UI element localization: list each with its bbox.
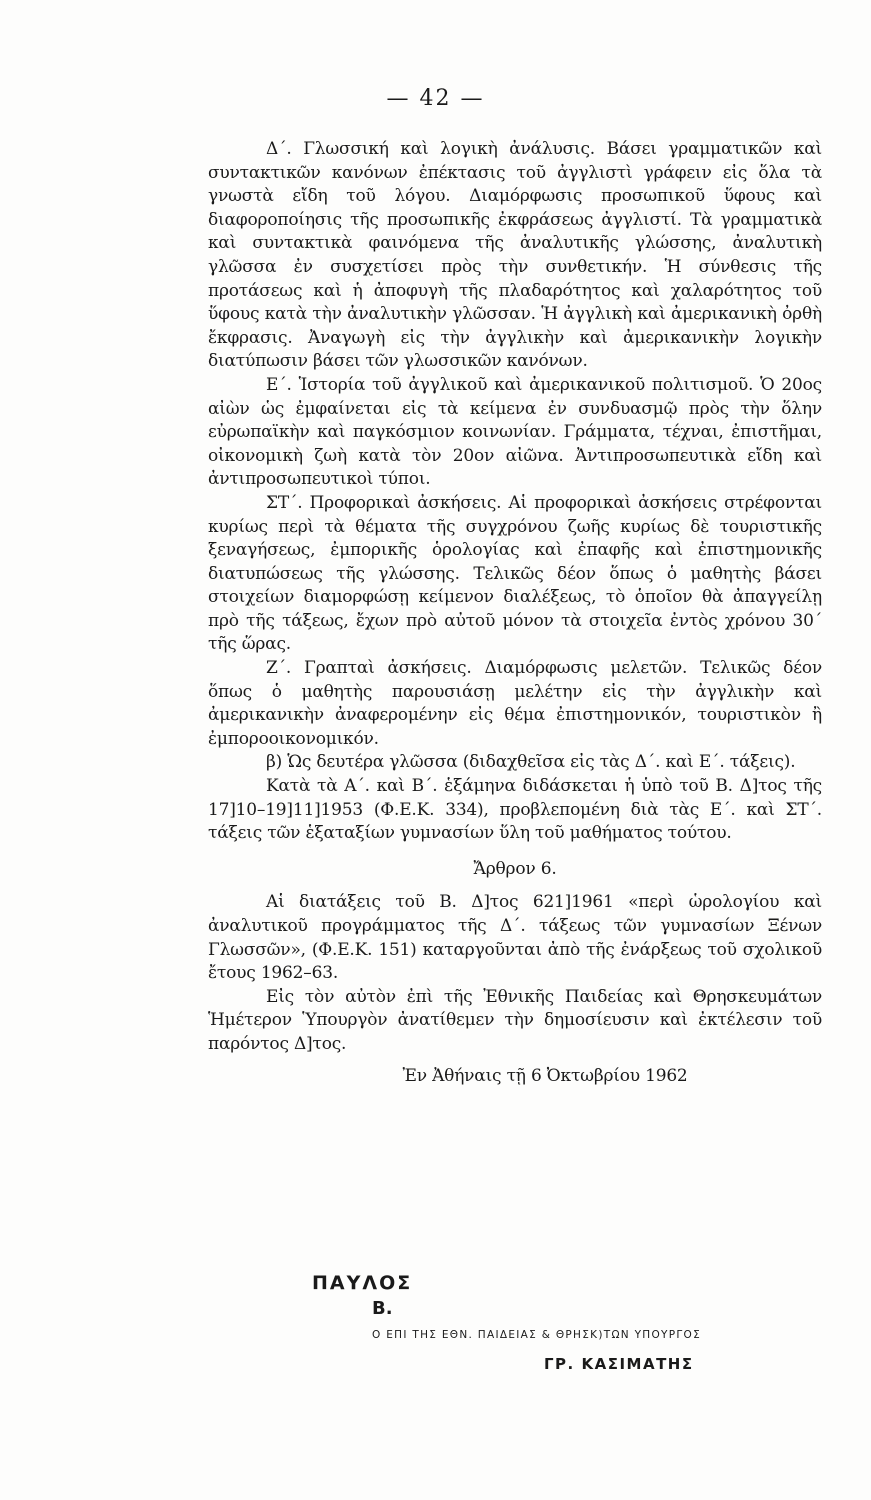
paragraph-epsilon: Ε΄. Ἱστορία τοῦ ἀγγλικοῦ καὶ ἀμερικανικοῦ πολιτισμοῦ. Ὁ 20ος αἰὼν ὡς ἐμφαίνεται εἰς τὰ κείμενα ἐν συνδυασμῷ πρὸς τὴν ὅλην εὐρωπαϊκὴν καὶ παγκόσμιον κοινωνίαν. Γράμματα, τέχναι, ἐπιστῆμαι, οἰκονομικὴ ζωὴ κατὰ τὸν 20ον αἰῶνα. Ἀντιπροσωπευτικὰ εἴδη καὶ ἀντιπροσωπευτικοὶ τύποι.	[208, 374, 822, 490]
minister-title: Ο ΕΠΙ ΤΗΣ ΕΘΝ. ΠΑΙΔΕΙΑΣ & ΘΡΗΣΚ)ΤΩΝ ΥΠΟΥΡΓΟΣ	[372, 1329, 702, 1341]
paragraph-beta: β) Ὡς δευτέρα γλῶσσα (διδαχθεῖσα εἰς τὰς Δ΄. καὶ Ε΄. τάξεις).	[266, 752, 796, 773]
paragraph-delta: Δ΄. Γλωσσική καὶ λογικὴ ἀνάλυσις. Βάσει γραμματικῶν καὶ συντακτικῶν κανόνων ἐπέκτασις τοῦ ἀγγλιστὶ γράφειν εἰς ὅλα τὰ γνωστὰ εἴδη τοῦ λόγου. Διαμόρφωσις προσωπικοῦ ὕφους καὶ διαφοροποίησις τῆς προσωπικῆς ἐκφράσεως ἀγγλιστί. Τὰ γραμματικὰ καὶ συντακτικὰ φαινόμενα τῆς ἀναλυτικῆς γλώσσης, ἀναλυτικὴ γλῶσσα ἐν συσχετίσει πρὸς τὴν συνθετικήν. Ἡ σύνθεσις τῆς προτάσεως καὶ ἡ ἀποφυγὴ τῆς πλαδαρότητος καὶ χαλαρότητος τοῦ ὕφους κατὰ τὴν ἀναλυτικὴν γλῶσσαν. Ἡ ἀγγλικὴ καὶ ἀμερικανικὴ ὀρθὴ ἔκφρασις. Ἀναγωγὴ εἰς τὴν ἀγγλικὴν καὶ ἀμερικανικὴν λογικὴν διατύπωσιν βάσει τῶν γλωσσικῶν κανόνων.	[208, 139, 822, 372]
body-text	[208, 138, 822, 1088]
signature-block	[308, 1272, 828, 1373]
minister-name: ΓΡ. ΚΑΣΙΜΑΤΗΣ	[544, 1355, 694, 1373]
paragraph-zeta: Ζ΄. Γραπταὶ ἀσκήσεις. Διαμόρφωσις μελετῶν. Τελικῶς δέον ὅπως ὁ μαθητὴς παρουσιάσῃ μελέτην εἰς τὴν ἀγγλικὴν καὶ ἀμερικανικὴν ἀναφερομένην εἰς θέμα ἐπιστημονικόν, τουριστικὸν ἢ ἐμποροοικονομικόν.	[208, 658, 822, 749]
date-line: Ἐν Ἀθήναις τῇ 6 Ὀκτωβρίου 1962	[402, 1065, 688, 1086]
paragraph-article-text: Αἱ διατάξεις τοῦ Β. Δ]τος 621]1961 «περὶ ὡρολογίου καὶ ἀναλυτικοῦ προγράμματος τῆς Δ΄. τάξεως τῶν γυμνασίων Ξένων Γλωσσῶν», (Φ.Ε.Κ. 151) καταργοῦνται ἀπὸ τῆς ἐνάρξεως τοῦ σχολικοῦ ἔτους 1962–63.	[208, 892, 822, 984]
signature-name: ΠΑΥΛΟΣ	[312, 1272, 413, 1294]
signature-initial: Β.	[372, 1298, 393, 1319]
paragraph-semester: Κατὰ τὰ Α΄. καὶ Β΄. ἑξάμηνα διδάσκεται ἡ ὑπὸ τοῦ Β. Δ]τος τῆς 17]10–19]11]1953 (Φ.Ε.Κ. 334), προβλεπομένη διὰ τὰς Ε΄. καὶ ΣΤ΄. τάξεις τῶν ἑξαταξίων γυμνασίων ὕλη τοῦ μαθήματος τούτου.	[208, 776, 822, 844]
paragraph-closing: Εἰς τὸν αὐτὸν ἐπὶ τῆς Ἐθνικῆς Παιδείας καὶ Θρησκευμάτων Ἡμέτερον Ὑπουργὸν ἀνατίθεμεν τὴν δημοσίευσιν καὶ ἐκτέλεσιν τοῦ παρόντος Δ]τος.	[208, 986, 822, 1054]
page-number: — 42 —	[386, 86, 485, 111]
paragraph-stigma: ΣΤ΄. Προφορικαὶ ἀσκήσεις. Αἱ προφορικαὶ ἀσκήσεις στρέφονται κυρίως περὶ τὰ θέματα τῆς συγχρόνου ζωῆς κυρίως δὲ τουριστικῆς ξεναγήσεως, ἐμπορικῆς ὁρολογίας καὶ ἐπαφῆς καὶ ἐπιστημονικῆς διατυπώσεως τῆς γλώσσης. Τελικῶς δέον ὅπως ὁ μαθητὴς βάσει στοιχείων διαμορφώσῃ κείμενον διαλέξεως, τὸ ὁποῖον θὰ ἀπαγγείλῃ πρὸ τῆς τάξεως, ἔχων πρὸ αὐτοῦ μόνον τὰ στοιχεῖα ἐντὸς χρόνου 30΄ τῆς ὥρας.	[208, 492, 822, 655]
article-heading: Ἄρθρον 6.	[473, 858, 557, 879]
